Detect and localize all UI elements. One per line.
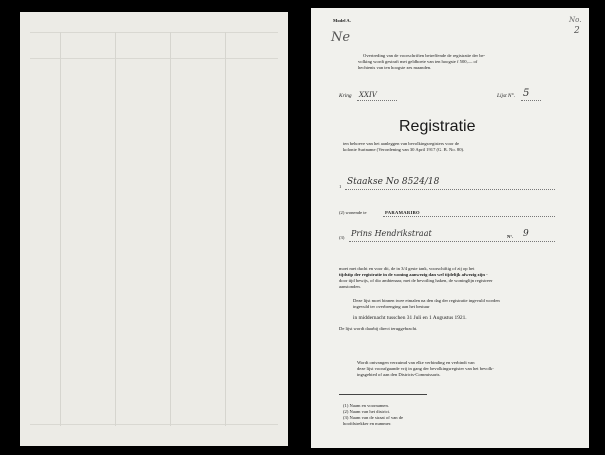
lijst-value: 5: [523, 88, 530, 99]
subtitle-line: ten behoeve van het aanleggen van bevolkingsregisters voor de: [343, 141, 460, 146]
ruled-line: [30, 58, 278, 59]
field3-line: [349, 241, 555, 242]
notes-divider: [339, 394, 427, 395]
kring-label: Kring: [339, 93, 352, 99]
footer-line: Wordt ontvangen verzuimd van elke verbinding en verbindt van: [357, 360, 475, 365]
note-line: (1) Naam en voornamen.: [343, 403, 389, 408]
folio-mark-top: No.: [569, 16, 582, 24]
date-note: De lijst wordt daarbij direct teruggebracht.: [339, 326, 418, 331]
page-title: Registratie: [399, 118, 476, 135]
field3-handwriting: Prins Hendrikstraat: [351, 229, 432, 238]
ruled-line: [30, 32, 278, 33]
instruction-line: ingevuld ter overbrenging aan het bestuur: [353, 304, 430, 309]
footer-line: ingsgebied of aan den Districts-Commissaris.: [357, 372, 441, 377]
warning-line: Overtreding van de voorschriften betreffende de registratie der be-: [363, 53, 486, 58]
note-line: (3) Naam van de straat of van de: [343, 415, 404, 420]
midnight-line: in middernacht tusschen 31 Juli en 1 Augustus 1921.: [353, 315, 467, 321]
instruction-line: Deze lijst moet binnen twee etmalen na den dag der registratie ingevuld worden: [353, 298, 500, 303]
body-line: moet met ducht en voor dit, de in 3/4 geste tank, voorschiftig of zij op het: [339, 266, 475, 271]
ruled-column: [225, 32, 226, 426]
body-line: door tijd bewijs, of dio ambtenaar, met de bevoiling haken, de woninglijn registreer: [339, 278, 493, 283]
field3-label: (3): [339, 235, 345, 240]
field2-label: (2) wonende te: [339, 210, 367, 215]
body-line: tijdstip der registratie in de woning aanwezig dan wel tijdelijk afwezig zijn -: [339, 272, 488, 277]
ruled-column: [170, 32, 171, 426]
field1-number: 1: [339, 184, 342, 189]
ruled-column: [115, 32, 116, 426]
left-page-blank: [20, 12, 288, 446]
lijst-underline: [521, 100, 541, 101]
note-line: (2) Naam van het district.: [343, 409, 391, 414]
kring-underline: [357, 100, 397, 101]
lijst-label: Lijst N°.: [497, 93, 516, 99]
field1-line: [345, 189, 555, 190]
warning-line: hechtenis van ten hoogste zes maanden.: [358, 65, 432, 70]
subtitle-line: kolonie Suriname (Verordening van 30 April 1917 (G. B. No. 80).: [343, 147, 465, 152]
field3-suffix: N°.: [507, 234, 514, 239]
model-label: Model A.: [333, 18, 351, 23]
note-line: hoofdstrekker en nummer.: [343, 421, 392, 426]
ruled-column: [60, 32, 61, 426]
field2-line: [383, 216, 555, 217]
field2-value: PARAMARIBO: [385, 210, 420, 215]
corner-annotation: Ne: [331, 30, 351, 45]
footer-line: deze lijst voorafgaande vrij in gang der bevolkingsregister van het bevolk-: [357, 366, 494, 371]
warning-line: volking wordt gestraft met geldboete van ten hoogste f 500,— of: [358, 59, 478, 64]
right-page-form: [311, 8, 589, 448]
folio-mark-number: 2: [574, 26, 580, 36]
ruled-line: [30, 424, 278, 425]
kring-value: XXIV: [359, 91, 377, 99]
field1-handwriting: Staakse No 8524/18: [347, 177, 440, 187]
field3-number: 9: [523, 229, 529, 239]
body-line: aanstonden.: [339, 284, 361, 289]
